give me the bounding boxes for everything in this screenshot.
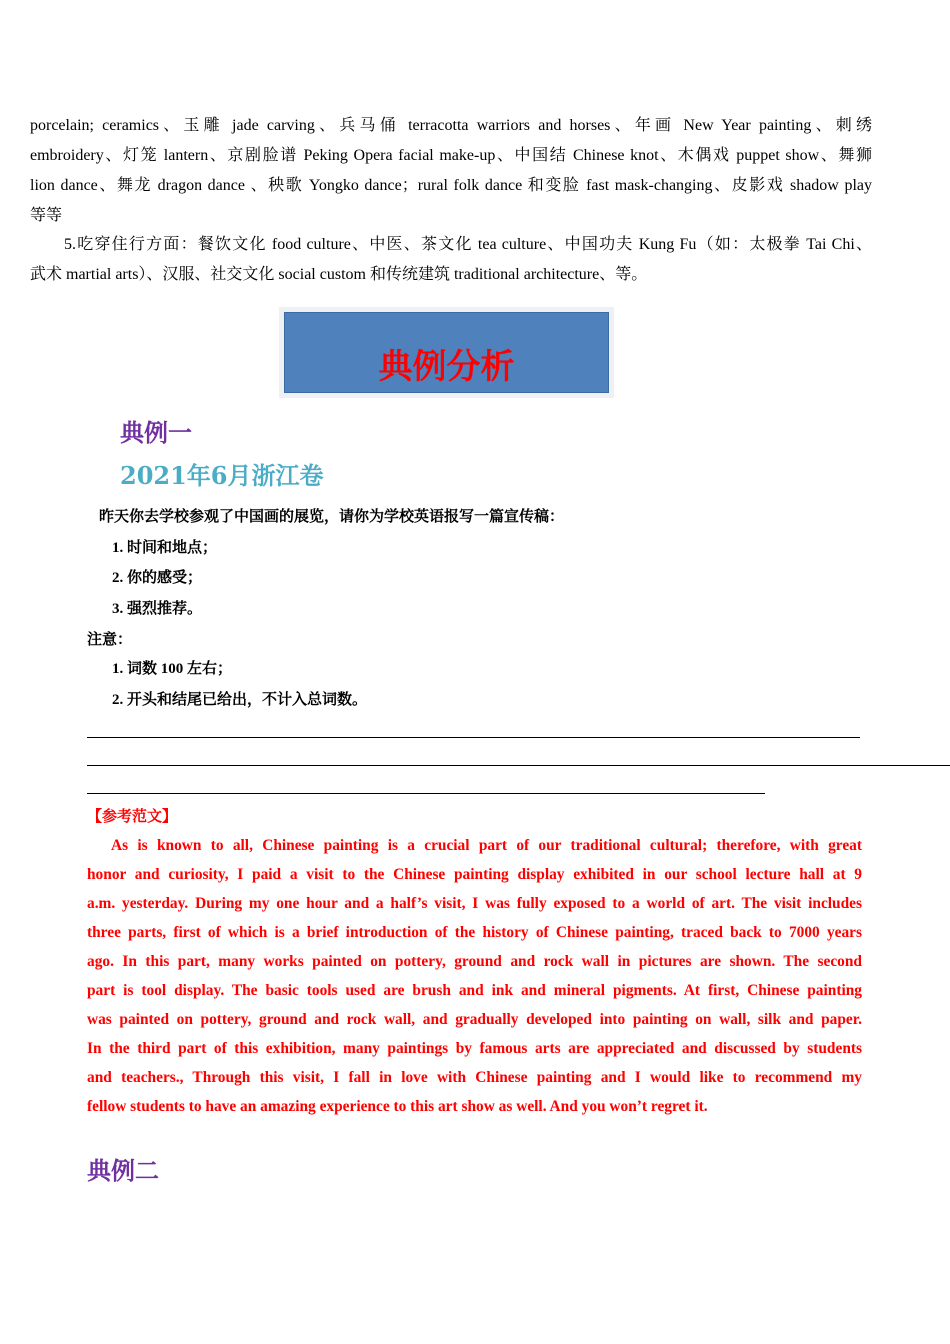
intro-line-4: 等等 — [30, 207, 63, 224]
essay-line: In the third part of this exhibition, many paintings by famous arts are appreciated and discussed by students — [87, 1040, 862, 1057]
example2-heading: 典例二 — [87, 1156, 159, 1185]
reference-label: 【参考范文】 — [87, 809, 178, 825]
section-banner — [284, 312, 609, 393]
essay-line: As is known to all, Chinese painting is a crucial part of our traditional cultural; therefore, with great — [111, 837, 862, 854]
intro-line-3: lion dance、舞龙 dragon dance 、秧歌 Yongko dance；rural folk dance 和变脸 fast mask-changing、皮影戏 shadow play — [30, 177, 872, 194]
essay-line: ago. In this part, many works painted on pottery, ground and rock wall in pictures are shown. The second — [87, 953, 862, 970]
task-prompt: 昨天你去学校参观了中国画的展览，请你为学校英语报写一篇宣传稿： — [99, 509, 565, 525]
note-item-1: 1. 词数 100 左右； — [112, 661, 233, 677]
reference-essay — [87, 831, 862, 1121]
note-item-2: 2. 开头和结尾已给出，不计入总词数。 — [112, 692, 368, 708]
answer-line-1 — [87, 737, 860, 738]
answer-line-3 — [87, 793, 765, 794]
essay-line: three parts, first of which is a brief introduction of the history of Chinese painting, traced back to 7000 years — [87, 924, 862, 941]
intro-line-2: embroidery、灯笼 lantern、京剧脸谱 Peking Opera facial make-up、中国结 Chinese knot、木偶戏 puppet show、舞狮 — [30, 147, 872, 164]
banner-title: 典例分析 — [378, 347, 515, 387]
example1-source: 2021年6月浙江卷 — [120, 461, 324, 490]
essay-line: a.m. yesterday. During my one hour and a half’s visit, I was fully exposed to a world of art. The visit includes — [87, 895, 862, 912]
example1-heading: 典例一 — [120, 418, 192, 447]
essay-line: fellow students to have an amazing experience to this art show as well. And you won’t regret it. — [87, 1098, 708, 1115]
task-item-2: 2. 你的感受； — [112, 570, 203, 586]
point5-line-2: 武术 martial arts）、汉服、社交文化 social custom 和传统建筑 traditional architecture、等。 — [30, 266, 648, 283]
task-item-1: 1. 时间和地点； — [112, 540, 218, 556]
intro-line-1: porcelain; ceramics、玉雕 jade carving、兵马俑 terracotta warriors and horses、年画 New Year painting、刺绣 — [30, 117, 872, 134]
answer-line-2 — [87, 765, 950, 766]
essay-line: and teachers., Through this visit, I fall in love with Chinese painting and I would like to recommend my — [87, 1069, 862, 1086]
point5-line-1: 5.吃穿住行方面：餐饮文化 food culture、中医、茶文化 tea culture、中国功夫 Kung Fu（如：太极拳 Tai Chi、 — [64, 236, 872, 253]
essay-line: honor and curiosity, I paid a visit to the Chinese painting display exhibited in our school lecture hall at 9 — [87, 866, 862, 883]
essay-line: part is tool display. The basic tools used are brush and ink and mineral pigments. At first, Chinese painting — [87, 982, 862, 999]
note-label: 注意： — [87, 632, 133, 648]
task-item-3: 3. 强烈推荐。 — [112, 601, 203, 617]
essay-line: was painted on pottery, ground and rock wall, and gradually developed into painting on wall, silk and paper. — [87, 1011, 862, 1028]
